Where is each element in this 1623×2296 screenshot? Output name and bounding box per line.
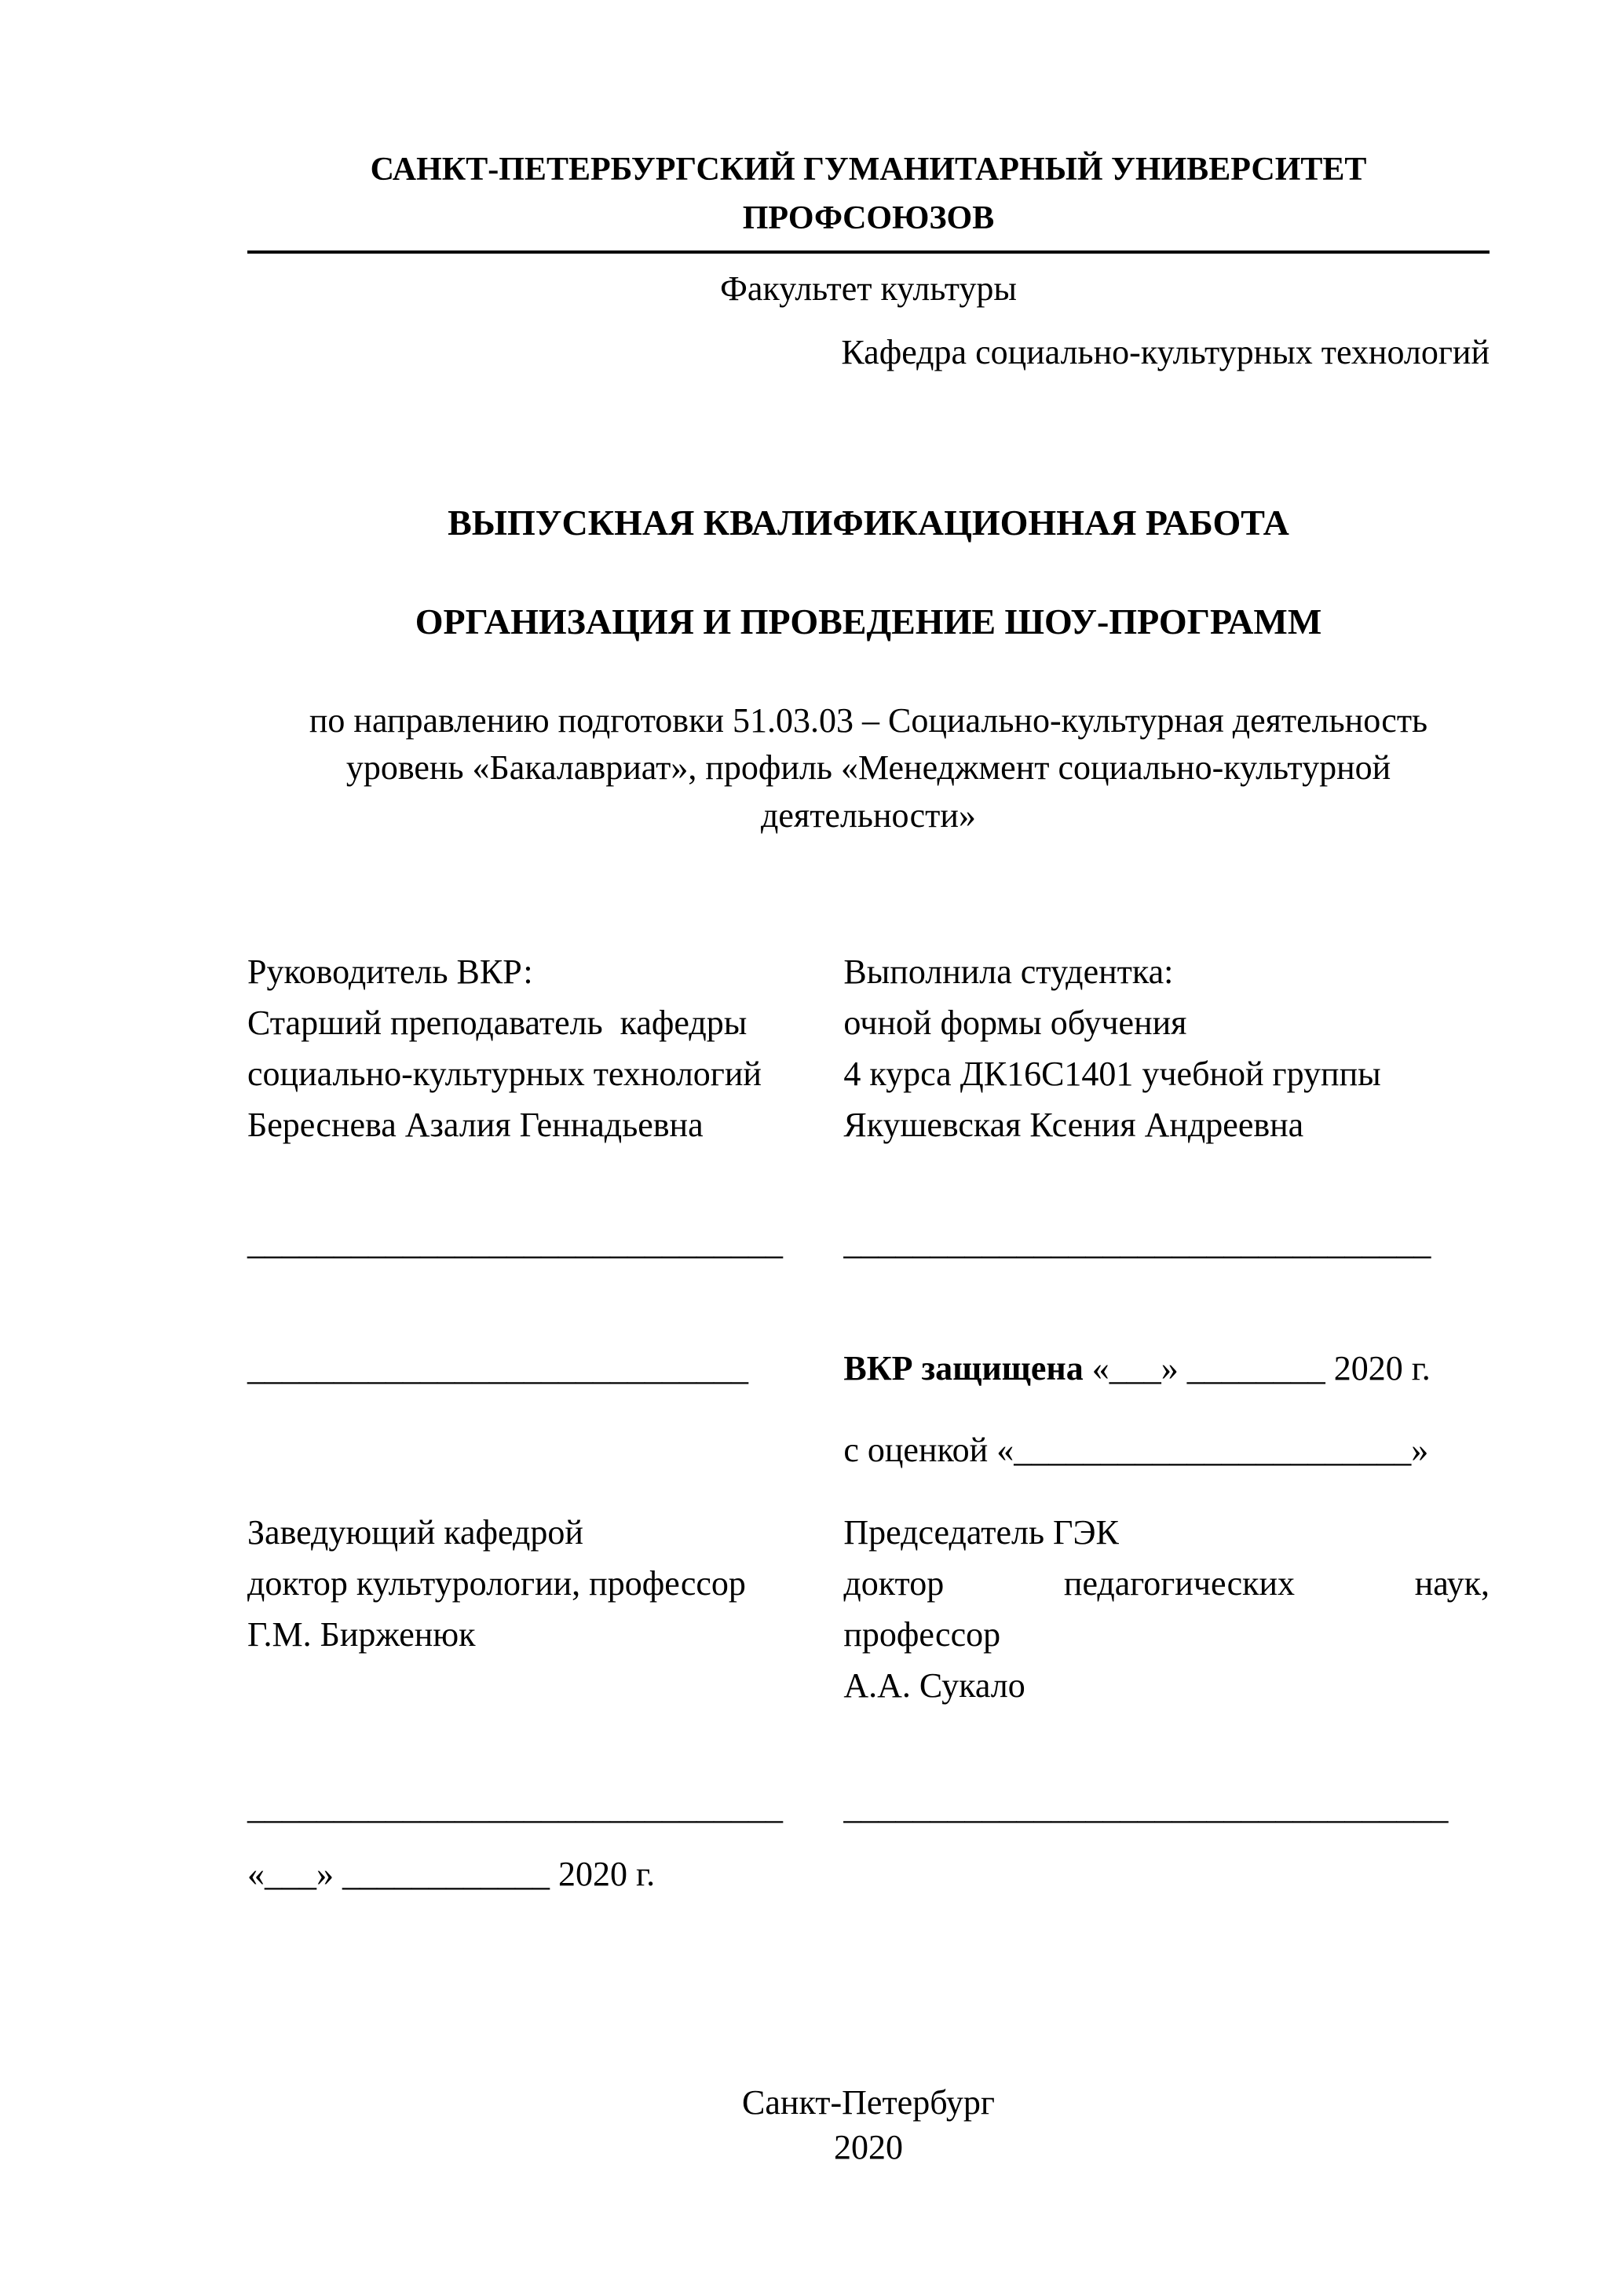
student-role-label: Выполнила студентка: xyxy=(843,952,1174,991)
chair-degree-line-1: доктор педагогических наук, xyxy=(843,1563,1490,1603)
program-description xyxy=(247,697,1490,840)
date-row xyxy=(247,1848,1490,1899)
supervisor-signature-line: _______________________________ xyxy=(247,1223,783,1263)
student-block xyxy=(843,946,1490,1150)
defense-date-blank: «___» ________ 2020 г. xyxy=(1083,1349,1431,1388)
officials-row xyxy=(247,1507,1490,1711)
head-degree: доктор культурологии, профессор xyxy=(247,1563,746,1603)
supervisor-block xyxy=(247,946,843,1150)
department-name: Кафедра социально-культурных технологий xyxy=(841,333,1490,372)
supervisor-role-label: Руководитель ВКР: xyxy=(247,952,533,991)
signature-row-2 xyxy=(247,1782,1490,1833)
head-of-department-block xyxy=(247,1507,843,1711)
committee-chair-block xyxy=(843,1507,1490,1711)
program-line-1: по направлению подготовки 51.03.03 – Социально-культурная деятельность xyxy=(309,700,1428,740)
people-row xyxy=(247,946,1490,1150)
head-date-blank: «___» ____________ 2020 г. xyxy=(247,1855,656,1894)
chair-title: Председатель ГЭК xyxy=(843,1512,1119,1552)
student-group: 4 курса ДК16С1401 учебной группы xyxy=(843,1055,1381,1094)
head-title: Заведующий кафедрой xyxy=(247,1512,583,1552)
faculty-name: Факультет культуры xyxy=(720,269,1017,309)
student-name: Якушевская Ксения Андреевна xyxy=(843,1106,1304,1145)
supervisor-name: Береснева Азалия Геннадьевна xyxy=(247,1106,704,1145)
university-name: САНКТ-ПЕТЕРБУРГСКИЙ ГУМАНИТАРНЫЙ УНИВЕРСИТЕТ ПРОФСОЮЗОВ xyxy=(247,145,1490,254)
defense-grade-line: с оценкой «_______________________» xyxy=(843,1430,1429,1469)
defense-row xyxy=(247,1343,1490,1394)
program-line-3: деятельности» xyxy=(761,796,976,835)
document-header xyxy=(247,145,1490,378)
document-footer xyxy=(247,2080,1490,2170)
supervisor-position-line-2: социально-культурных технологий xyxy=(247,1055,762,1094)
supervisor-position-line-1: Старший преподаватель кафедры xyxy=(247,1003,748,1042)
student-signature-line: __________________________________ xyxy=(843,1223,1431,1263)
student-study-form: очной формы обучения xyxy=(843,1003,1187,1042)
chair-signature-line: ___________________________________ xyxy=(843,1788,1449,1827)
head-blank-line: _____________________________ xyxy=(247,1349,748,1388)
head-name: Г.М. Бирженюк xyxy=(247,1614,476,1654)
work-type-heading: ВЫПУСКНАЯ КВАЛИФИКАЦИОННАЯ РАБОТА xyxy=(448,502,1289,543)
chair-name: А.А. Сукало xyxy=(843,1665,1025,1705)
chair-degree-line-2: профессор xyxy=(843,1614,1001,1654)
grade-row xyxy=(247,1424,1490,1475)
defense-label: ВКР защищена xyxy=(843,1349,1084,1388)
footer-city: Санкт-Петербург xyxy=(742,2083,995,2122)
program-line-2: уровень «Бакалавриат», профиль «Менеджмент социально-культурной xyxy=(345,748,1391,788)
defense-statement xyxy=(843,1343,1490,1394)
head-signature-line: _______________________________ xyxy=(247,1788,783,1827)
thesis-title-heading: ОРГАНИЗАЦИЯ И ПРОВЕДЕНИЕ ШОУ-ПРОГРАММ xyxy=(415,601,1322,642)
signature-row-1 xyxy=(247,1217,1490,1268)
footer-year: 2020 xyxy=(834,2128,903,2167)
